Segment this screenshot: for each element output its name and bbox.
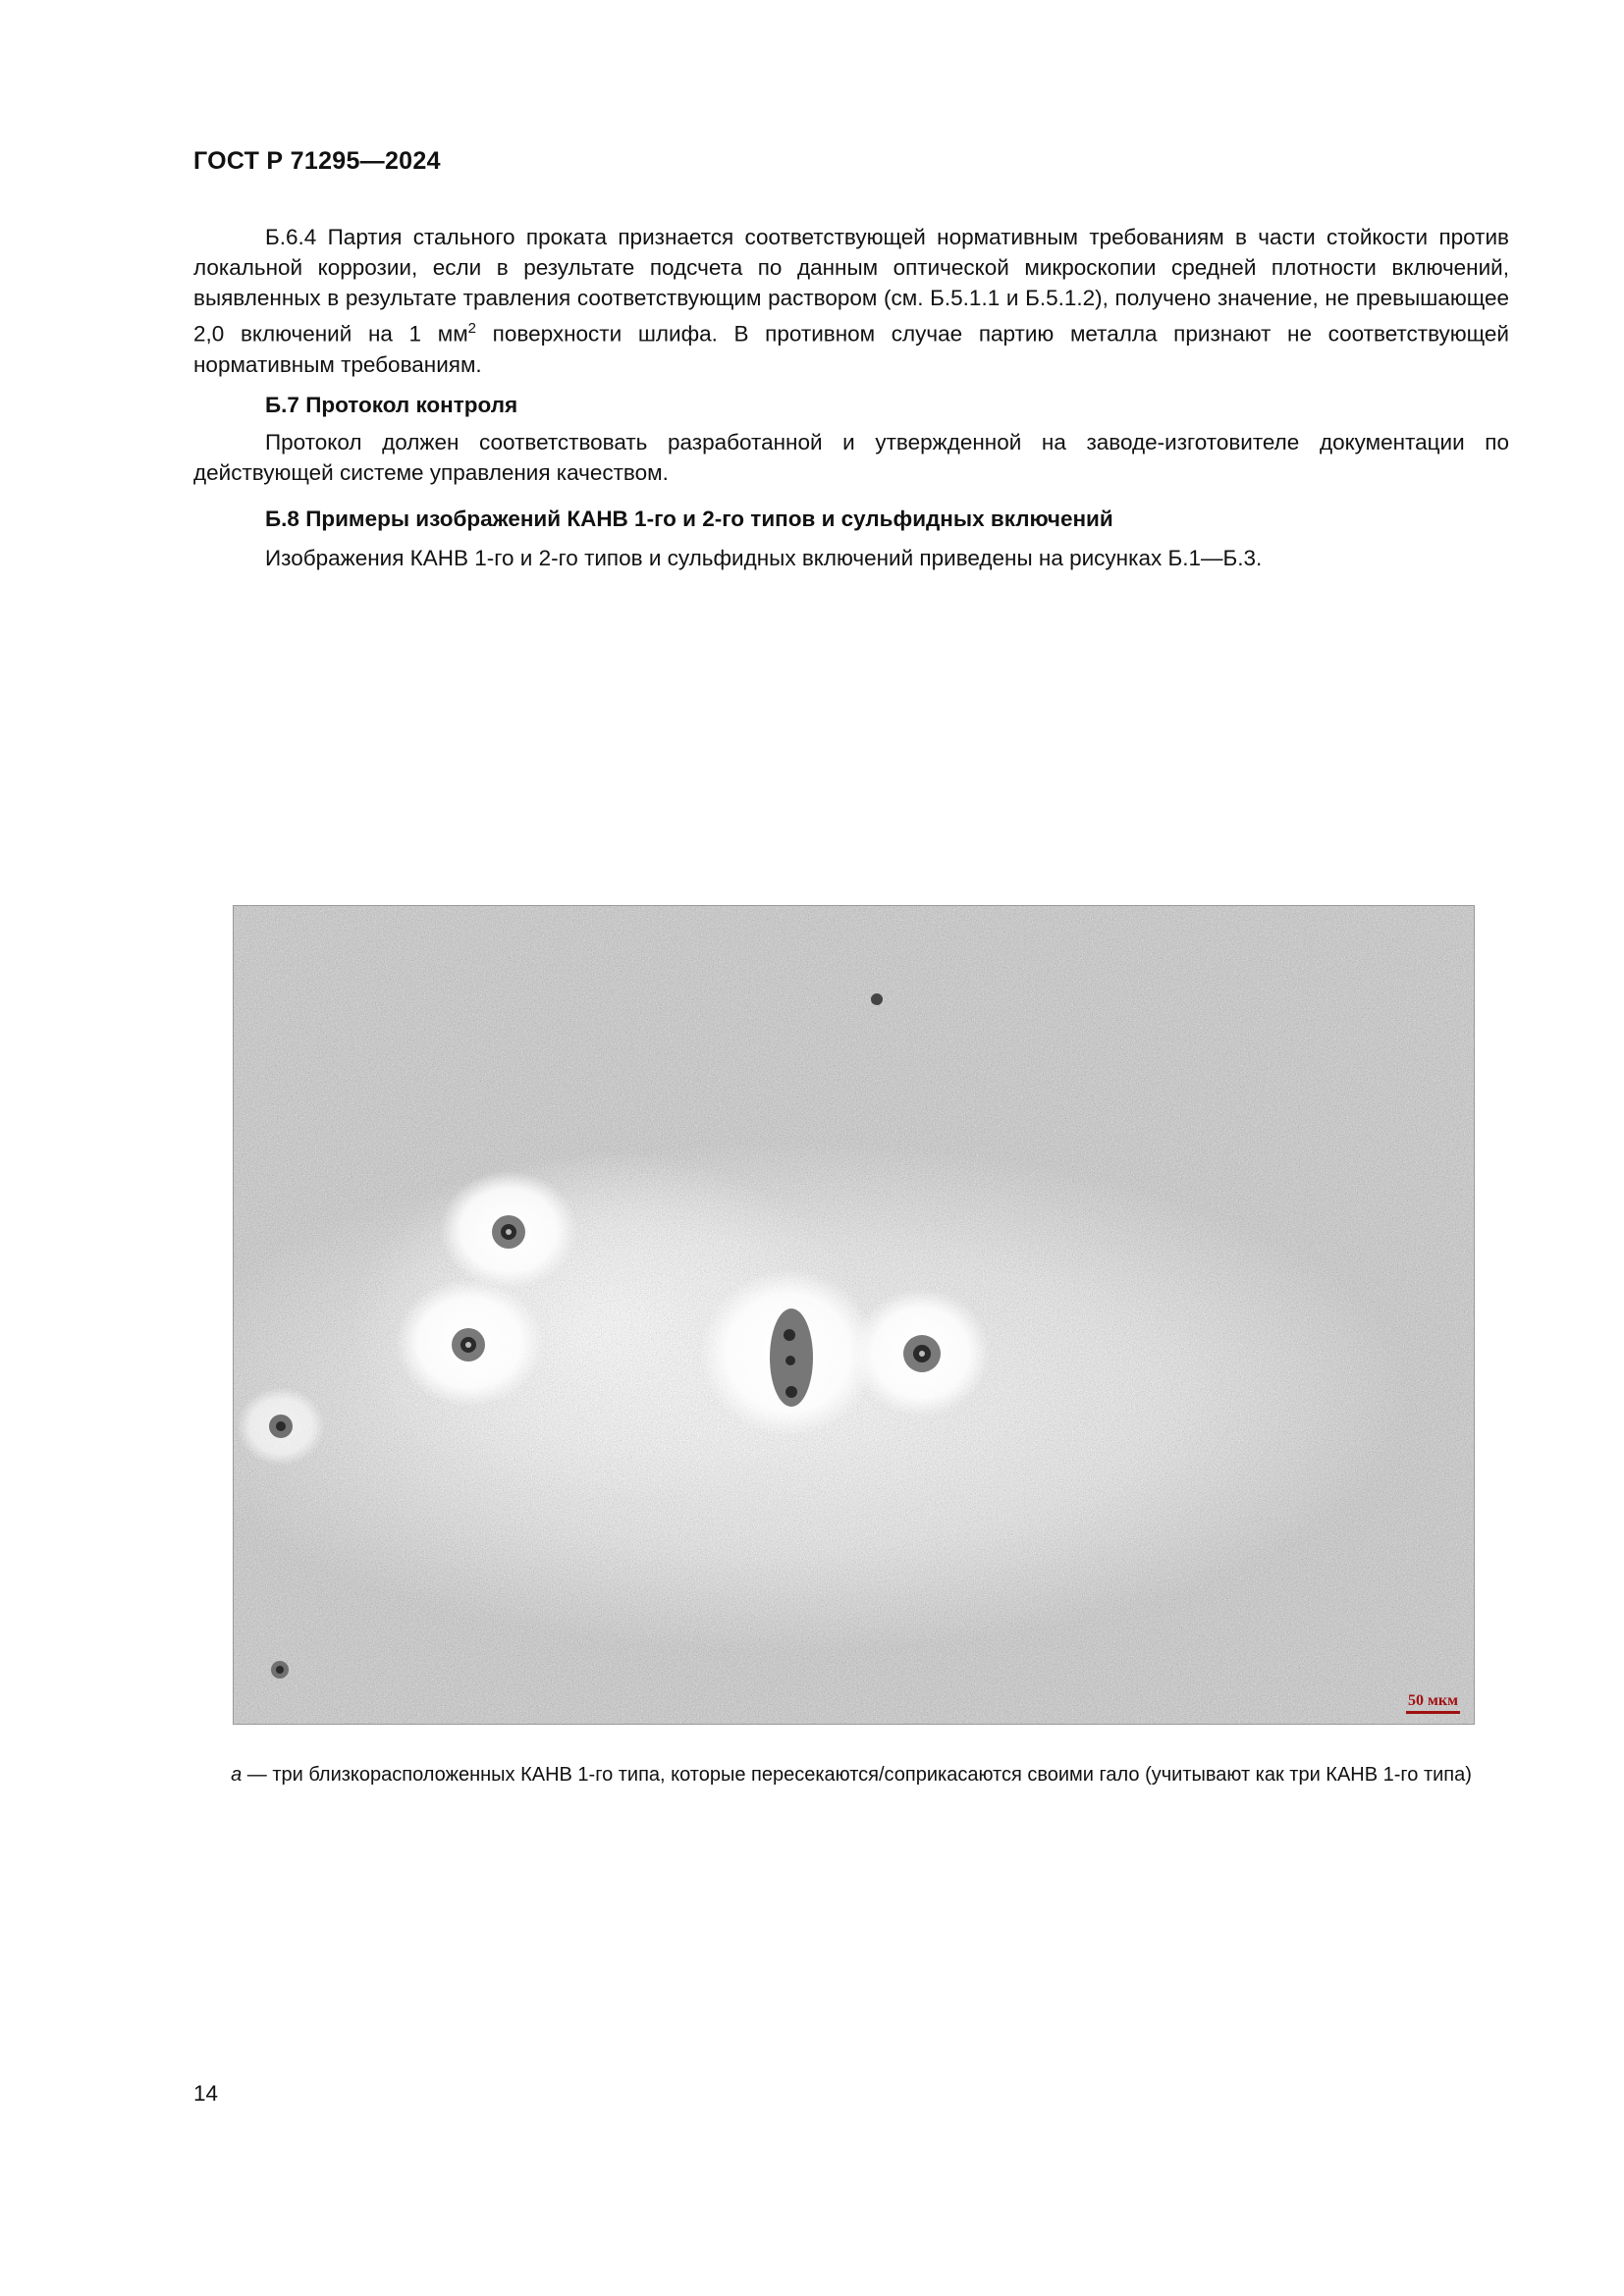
scale-bar-label: 50 мкм	[1406, 1692, 1460, 1714]
superscript-2: 2	[467, 320, 477, 337]
document-header: ГОСТ Р 71295—2024	[193, 147, 441, 175]
caption-letter: а	[231, 1764, 243, 1786]
micrograph-figure	[233, 905, 1475, 1725]
section-heading-b-8	[193, 504, 1509, 534]
paragraph-b-6-4-text-1: Б.6.4 Партия стального проката признается соответствующей нормативным требованиям в части стойкости против локальной коррозии, если в результате подсчета по данным оптической микроскопии средней плотности включений, выявленных в результате травления соответствующим раствором (см. Б.5.1.1 и Б.5.1.2), получено значение, не превышающее 2,0 включений на 1 мм	[193, 225, 1509, 347]
heading-b-7-text: Б.7 Протокол контроля	[265, 393, 518, 417]
section-heading-b-7	[193, 390, 1509, 420]
paragraph-b-8-text: Изображения КАНВ 1-го и 2-го типов и сульфидных включений приведены на рисунках Б.1—Б.3.	[265, 546, 1263, 570]
paragraph-b-6-4-text-2: поверхности шлифа. В противном случае партию металла признают не соответствующей нормативным требованиям.	[193, 321, 1509, 377]
micrograph-image	[234, 906, 1475, 1725]
page-number: 14	[193, 2081, 219, 2106]
paragraph-b-7-text: Протокол должен соответствовать разработанной и утвержденной на заводе-изготовителе документации по действующей системе управления качеством.	[193, 430, 1509, 485]
figure-caption	[193, 1762, 1509, 1789]
heading-b-8-text: Б.8 Примеры изображений КАНВ 1-го и 2-го типов и сульфидных включений	[265, 507, 1113, 531]
caption-text: — три близкорасположенных КАНВ 1-го типа, которые пересекаются/соприкасаются своими гало (учитывают как три КАНВ 1-го типа)	[242, 1764, 1472, 1786]
paragraph-b-6-4	[193, 222, 1509, 380]
paragraph-b-8	[193, 543, 1509, 573]
paragraph-b-7	[193, 427, 1509, 488]
